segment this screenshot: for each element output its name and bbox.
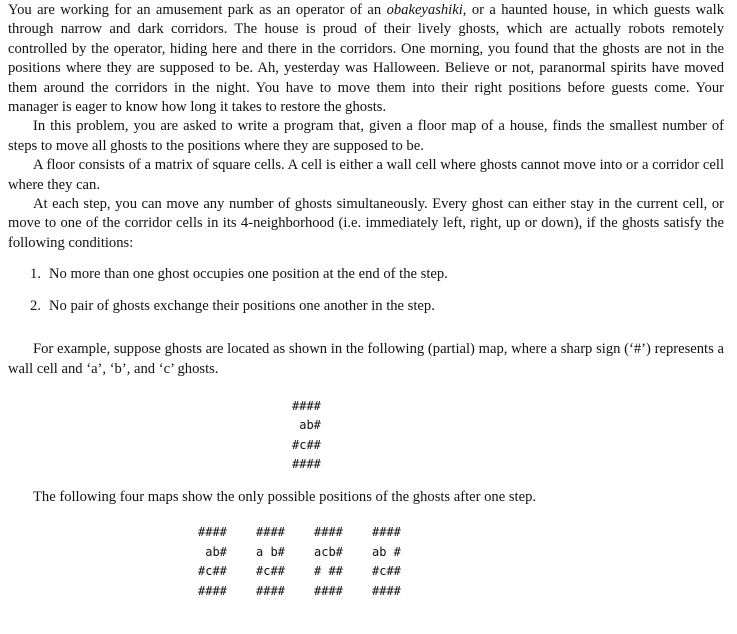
paragraph-maps-caption: The following four maps show the only possible positions of the ghosts after one step. [33,488,537,505]
problem-statement [8,0,724,601]
paragraph-step-rules: At each step, you can move any number of ghosts simultaneously. Every ghost can either stay in the current cell, or move to one of the corridor cells in its 4-neighborhood (i.e. immediately left, right, up or down), if the ghosts satisfy the following conditions: [8,196,724,251]
after-step-map-2: #### a b# #c## #### [256,525,285,598]
paragraph-intro-text-1: You are working for an amusement park as an operator of an [8,2,387,18]
after-step-map-3: #### acb# # ## #### [314,525,343,598]
after-step-maps [8,523,724,601]
initial-ghost-map: #### ab# #c## #### [292,398,321,472]
condition-item [8,265,724,284]
paragraph-floor: A floor consists of a matrix of square cells. A cell is either a wall cell where ghosts cannot move into or a corridor cell where they can. [8,157,724,193]
paragraph-intro [8,1,724,117]
paragraph-intro-text-2: , or a haunted house, in which guests walk through narrow and dark corridors. The house is proud of their lively ghosts, which are actually robots remotely controlled by the operator, hiding here and there in the corridors. One morning, you found that the ghosts are not in the positions where they are supposed to be. Ah, yesterday was Halloween. Believe or not, paranormal spirits have moved them around the corridors in the night. You have to move them into their right positions before guests come. Your manager is eager to know how long it takes to restore the ghosts. [8,2,724,116]
condition-number: 2. [30,297,41,314]
spacer [8,328,724,340]
after-step-map-1: #### ab# #c## #### [198,525,227,598]
obakeyashiki-term: obakeyashiki [386,2,463,18]
condition-item [8,297,724,316]
after-step-map-4: #### ab # #c## #### [372,525,401,598]
conditions-list [8,265,724,316]
paragraph-example-intro: For example, suppose ghosts are located as shown in the following (partial) map, where a sharp sign (‘#’) represents a wall cell and ‘a’, ‘b’, and ‘c’ ghosts. [8,341,724,377]
condition-number: 1. [30,266,41,283]
condition-text: No pair of ghosts exchange their positions one another in the step. [49,297,435,314]
paragraph-task: In this problem, you are asked to write a program that, given a floor map of a house, finds the smallest number of steps to move all ghosts to the positions where they are supposed to be. [8,118,724,154]
condition-text: No more than one ghost occupies one position at the end of the step. [49,266,448,283]
